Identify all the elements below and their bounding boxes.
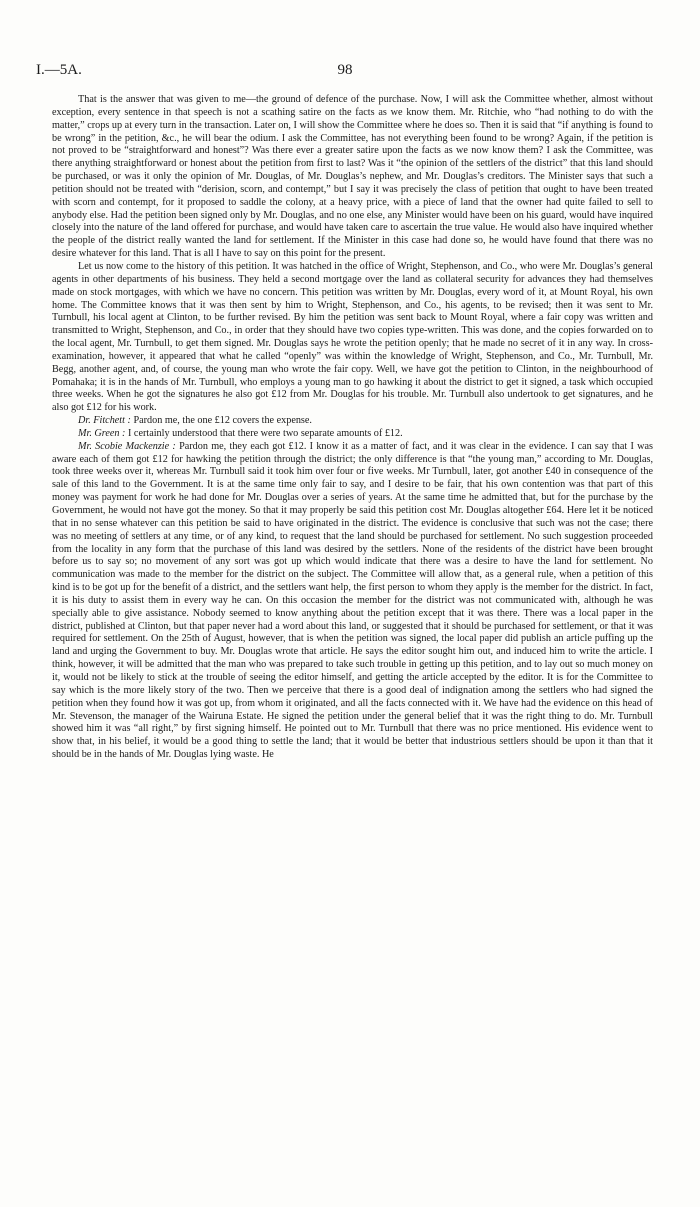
paragraph-petition-history bbox=[52, 261, 653, 415]
speaker-name: Mr. Green : bbox=[78, 427, 126, 439]
paragraph-text: Pardon me, they each got £12. I know it as a matter of fact, and it was clear in the evidence. I can say that I was aware each of them got £12 for hawking the petition through the district; the only difference is that “the young man,” according to Mr. Douglas, took three weeks over it, whereas Mr. Turnbull said it took him over four or five weeks. Mr Turnbull, later, got another £40 in consequence of the sale of this land to the Government. It is at the same time only fair to say, and I desire to be fair, that his own contention was that part of this money was payment for work he had done for Mr. Douglas over a series of years. At the same time he admitted that, but for the purchase by the Government, he would not have got the money. So that it may properly be said this petition cost Mr. Douglas altogether £64. Here let it be noticed that in no sense whatever can this petition be said to have originated in the district. The evidence is conclusive that such was not the case; there was no meeting of settlers at any time, or of any kind, to request that the land should be purchased for settlement. No such suggestion proceeded from the locality in any form that the purchase of this land was desired by the settlers. None of the residents of the district have been brought before us to say so; no movement of any sort was got up which would indicate that there was a desire to have the land for settlement. No communication was made to the member for the district on the subject. The Committee will allow that, as a general rule, when a petition of this kind is to be got up for the benefit of a district, and the settlers want help, the first person to whom they apply is the member for the district. In fact, it is his duty to assist them in every way he can. On this occasion the member for the district was not communicated with, although he was specially able to give assistance. Nobody seemed to know anything about the petition except that it was there. There was a local paper in the district, published at Clinton, but that paper never had a word about this land, or suggested that it should be purchased for settlement, or that it was required for settlement. On the 25th of August, however, that is when the petition was signed, the local paper did publish an article puffing up the land and urging the Government to buy. Mr. Douglas wrote that article. He says the editor sought him out, and induced him to write the article. I think, however, it will be admitted that the man who was prepared to take such trouble in getting up this petition, and to lay out so much money on it, would not be likely to stick at the trouble of seeing the editor himself, and getting the article accepted by the editor. It is for the Committee to say which is the more likely story of the two. Then we perceive that there is a good deal of indignation among the settlers who had signed the petition when they found how it was got up, from whom it originated, and all the facts connected with it. We have had the evidence on this head of Mr. Stevenson, the manager of the Wairuna Estate. He signed the petition under the general belief that it was the right thing to do. Mr. Turnbull showed him it was “all right,” by first signing himself. He pointed out to Mr. Turnbull that there was no price mentioned. His evidence went to show that, in his belief, it would be a good thing to settle the land; that it would be better that industrious settlers should be upon it than that it should be in the hands of Mr. Douglas lying waste. He bbox=[52, 440, 653, 761]
paragraph-mackenzie bbox=[52, 441, 653, 762]
paragraph-green bbox=[52, 428, 653, 441]
page-number: 98 bbox=[337, 62, 353, 78]
speaker-name: Dr. Fitchett : bbox=[78, 415, 131, 427]
paragraph-fitchett bbox=[52, 415, 653, 428]
paragraph-text: Let us now come to the history of this petition. It was hatched in the office of Wright, Stephenson, and Co., who were Mr. Douglas’s general agents in other departments of his business. They held a second mortgage over the land as collateral security for advances they had themselves made on stock mortgages, with which we have no concern. This petition was written by Mr. Douglas, every word of it, at Mount Royal, his own home. The Committee knows that it was then sent by him to Wright, Stephenson, and Co., his agents, to be revised; then it was sent to Mr. Turnbull, his local agent at Clinton, to be further revised. By him the petition was sent back to Mount Royal, where a fair copy was written and transmitted to Wright, Stephenson, and Co., in order that they should have two copies type-written. This was done, and the copies forwarded on to the local agent, Mr. Turnbull, to get them signed. Mr. Douglas says he wrote the petition openly; that he made no secret of it in any way. In cross-examination, however, it appeared that what he called “openly” was within the knowledge of Wright, Stephenson, and Co., Mr. Turnbull, Mr. Begg, another agent, and, of course, the young man who wrote the fair copy. Well, we have got the petition to Clinton, in the neighbourhood of Pomahaka; it is in the hands of Mr. Turnbull, who employs a young man to go hawking it about the district to get it signed, a task which occupied three weeks. When he got the signatures he also got £12 from Mr. Douglas for his trouble. Mr. Turnbull also undertook to get signatures, and he also got £12 for his work. bbox=[52, 260, 653, 414]
paragraph-text: Pardon me, the one £12 covers the expense. bbox=[133, 415, 312, 427]
speaker-name: Mr. Scobie Mackenzie : bbox=[78, 440, 176, 452]
paragraph-text: That is the answer that was given to me—the ground of defence of the purchase. Now, I will ask the Committee whether, almost without exception, every sentence in that speech is not a scathing satire on the facts as we know them. Mr. Ritchie, who “had nothing to do with the matter,” crops up at every turn in the transaction. Later on, I will show the Committee where he does so. Then it is said that “if anything is found to be wrong” in the petition, &c., he will bear the odium. I ask the Committee, has not everything been found to be wrong? Again, if the petition is not proved to be “straightforward and honest”? Was there ever a greater satire upon the facts as we now know them? I ask the Committee, was there anything straightforward or honest about the petition from first to last? Was it “the opinion of the settlers of the district” that this land should be purchased, or was it only the opinion of Mr. Douglas, of Mr. Douglas’s nephew, and Mr. Douglas’s creditors. The Minister says that such a petition should not be treated with “derision, scorn, and contempt,” but I say it was precisely the class of petition that ought to have been treated with scorn and contempt, for it proposed to saddle the colony, at a heavy price, with a piece of land that the owner had quite failed to sell to anybody else. Had the petition been signed only by Mr. Douglas, and no one else, any Minister would have been on his guard, would have inquired closely into the nature of the land offered for purchase, and would have taken care to ascertain the true value. He would also have inquired whether the people of the district really wanted the land for settlement. If the Minister in this case had done so, he would have found that there was no desire whatever for this land. That is all I have to say on this point for the present. bbox=[52, 94, 653, 260]
paragraph-purchase-defence bbox=[52, 94, 653, 261]
document-body bbox=[52, 94, 653, 762]
page-header bbox=[36, 60, 654, 80]
paragraph-text: I certainly understood that there were two separate amounts of £12. bbox=[127, 427, 403, 439]
parliamentary-paper-ref: I.—5A. bbox=[36, 62, 82, 78]
